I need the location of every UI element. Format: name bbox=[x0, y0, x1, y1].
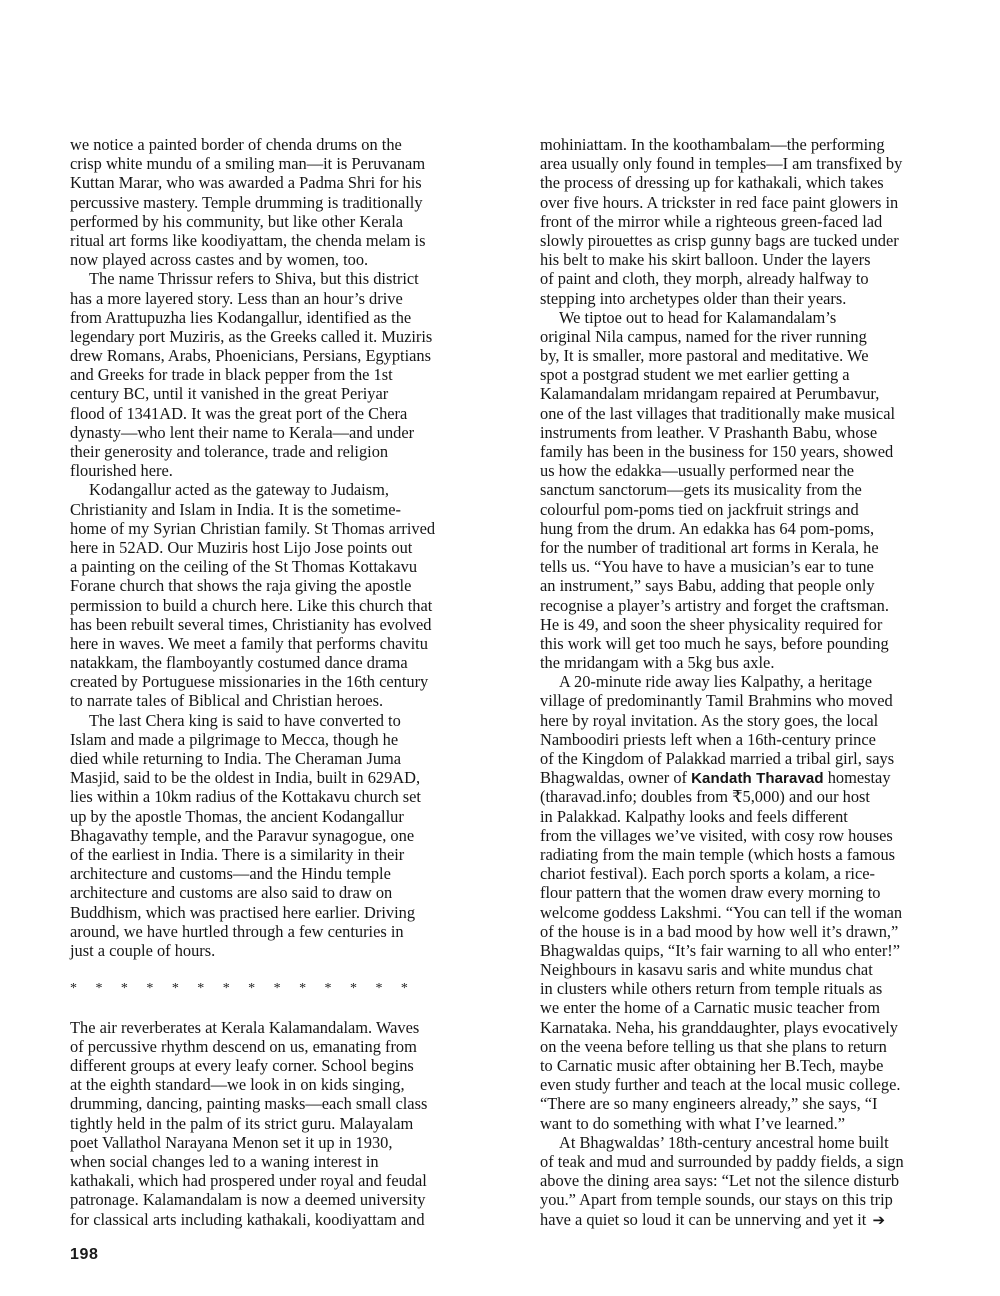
asterisk-glyph: * bbox=[120, 981, 128, 997]
text-line: an instrument,” says Babu, adding that people only bbox=[540, 576, 875, 596]
right-column bbox=[540, 135, 940, 1229]
text-line: original Nila campus, named for the river running bbox=[540, 326, 867, 346]
text-line: up by the apostle Thomas, the ancient Kodangallur bbox=[70, 806, 404, 826]
text-line: (tharavad.info; doubles from ₹5,000) and our host bbox=[540, 787, 870, 807]
text-line bbox=[540, 768, 940, 787]
text-line bbox=[540, 1133, 940, 1152]
page-number: 198 bbox=[70, 1246, 99, 1263]
text-line: just a couple of hours. bbox=[70, 940, 216, 960]
text-segment: Bhagwaldas, owner of bbox=[540, 768, 692, 788]
text-line bbox=[540, 308, 940, 327]
text-line: when social changes led to a waning interest in bbox=[70, 1151, 379, 1171]
text-line: from Arattupuzha lies Kodangallur, identified as the bbox=[70, 307, 412, 327]
text-line bbox=[70, 711, 470, 730]
text-line: of the earliest in India. There is a similarity in their bbox=[70, 844, 405, 864]
text-line: in clusters while others return from temple rituals as bbox=[540, 979, 883, 999]
text-line: Bhagavathy temple, and the Paravur synagogue, one bbox=[70, 825, 415, 845]
text-line: natakkam, the flamboyantly costumed dance drama bbox=[70, 653, 408, 673]
text-line: drumming, dancing, painting masks—each small class bbox=[70, 1094, 428, 1114]
asterisk-glyph: * bbox=[299, 981, 307, 997]
blank-line bbox=[70, 960, 470, 979]
asterisk-glyph: * bbox=[146, 981, 154, 997]
text-line: us how the edakka—usually performed near the bbox=[540, 461, 855, 481]
text-line: Neighbours in kasavu saris and white mundus chat bbox=[540, 960, 873, 980]
section-separator bbox=[70, 979, 408, 998]
text-line: Christianity and Islam in India. It is the sometime- bbox=[70, 499, 401, 519]
text-line: colourful pom-poms tied on jackfruit strings and bbox=[540, 499, 859, 519]
text-line: Namboodiri priests left when a 16th-century prince bbox=[540, 729, 876, 749]
text-segment: Kodangallur acted as the gateway to Judaism, bbox=[89, 480, 389, 500]
text-line: front of the mirror while a righteous green-faced lad bbox=[540, 211, 883, 231]
text-segment: The last Chera king is said to have converted to bbox=[89, 710, 401, 730]
text-line: radiating from the main temple (which hosts a famous bbox=[540, 844, 896, 864]
text-line: Karnataka. Neha, his granddaughter, plays evocatively bbox=[540, 1017, 898, 1037]
text-line: died while returning to India. The Cheraman Juma bbox=[70, 749, 402, 768]
text-line: The air reverberates at Kerala Kalamandalam. Waves bbox=[70, 1017, 420, 1037]
text-line: permission to build a church here. Like this church that bbox=[70, 595, 433, 615]
continuation-arrow-icon: ➔ bbox=[872, 1210, 886, 1229]
text-line: and Greeks for trade in black pepper from the 1st bbox=[70, 365, 393, 385]
text-line: instruments from leather. V Prashanth Babu, whose bbox=[540, 422, 878, 442]
text-line: stepping into archetypes older than their years. bbox=[540, 288, 847, 308]
text-line: to Carnatic music after obtaining her B.Tech, maybe bbox=[540, 1056, 884, 1075]
text-line: performed by his community, but like other Kerala bbox=[70, 211, 404, 231]
text-line: slowly pirouettes as crisp gunny bags are tucked under bbox=[540, 230, 899, 250]
text-line: flood of 1341AD. It was the great port of the Chera bbox=[70, 403, 408, 423]
text-line: different groups at every leafy corner. School begins bbox=[70, 1056, 414, 1075]
text-line: of the house is in a bad mood by how well it’s drawn,” bbox=[540, 921, 899, 941]
text-line: created by Portuguese missionaries in the 16th century bbox=[70, 672, 429, 692]
asterisk-glyph: * bbox=[171, 981, 179, 997]
text-line: poet Vallathol Narayana Menon set it up in 1930, bbox=[70, 1132, 393, 1152]
asterisk-glyph: * bbox=[349, 981, 357, 997]
text-line: flour pattern that the women draw every morning to bbox=[540, 883, 881, 903]
text-line: Masjid, said to be the oldest in India, built in 629AD, bbox=[70, 768, 421, 788]
text-line: welcome goddess Lakshmi. “You can tell if the woman bbox=[540, 902, 903, 922]
text-line bbox=[70, 480, 470, 499]
text-line: architecture and customs are also said to draw on bbox=[70, 883, 393, 903]
text-line: crisp white mundu of a smiling man—it is Peruvanam bbox=[70, 154, 426, 174]
text-line: chariot festival). Each porch sports a kolam, a rice- bbox=[540, 864, 875, 884]
text-line: recognise a player’s artistry and forget the craftsman. bbox=[540, 595, 889, 615]
text-line: Islam and made a pilgrimage to Mecca, though he bbox=[70, 729, 399, 749]
text-line: here in 52AD. Our Muziris host Lijo Jose points out bbox=[70, 537, 413, 557]
text-line: for the number of traditional art forms in Kerala, he bbox=[540, 537, 879, 557]
text-line: of the Kingdom of Palakkad married a tribal girl, says bbox=[540, 749, 895, 768]
text-line: even study further and teach at the local music college. bbox=[540, 1075, 901, 1095]
text-segment: homestay bbox=[823, 768, 891, 788]
text-line: in Palakkad. Kalpathy looks and feels different bbox=[540, 806, 848, 826]
text-line: architecture and customs—and the Hindu temple bbox=[70, 864, 391, 884]
text-line: we enter the home of a Carnatic music teacher from bbox=[540, 998, 880, 1018]
text-line: has a more layered story. Less than an hour’s drive bbox=[70, 288, 403, 308]
text-line: his belt to make his skirt balloon. Under the layers bbox=[540, 250, 871, 270]
text-line: Buddhism, which was practised here earlier. Driving bbox=[70, 902, 416, 922]
asterisk-glyph: * bbox=[70, 981, 77, 997]
text-line: tells us. “You have to have a musician’s ear to tune bbox=[540, 557, 874, 577]
text-line: over five hours. A trickster in red face paint glowers in bbox=[540, 192, 899, 212]
text-line: this work will get too much he says, before pounding bbox=[540, 633, 889, 653]
text-line bbox=[70, 269, 470, 288]
text-line: here by royal invitation. As the story goes, the local bbox=[540, 710, 879, 730]
text-line: we notice a painted border of chenda drums on the bbox=[70, 135, 402, 154]
text-line: sanctum sanctorum—gets its musicality from the bbox=[540, 480, 862, 500]
text-line: tightly held in the palm of its strict guru. Malayalam bbox=[70, 1113, 414, 1133]
text-segment: The name Thrissur refers to Shiva, but this district bbox=[89, 269, 419, 289]
text-line: here in waves. We meet a family that performs chavitu bbox=[70, 633, 428, 653]
text-line: patronage. Kalamandalam is now a deemed university bbox=[70, 1190, 426, 1210]
text-line: kathakali, which had prospered under royal and feudal bbox=[70, 1171, 427, 1191]
text-line: around, we have hurtled through a few centuries in bbox=[70, 921, 404, 941]
text-line: percussive mastery. Temple drumming is traditionally bbox=[70, 192, 423, 212]
text-line bbox=[540, 672, 940, 691]
text-line: from the villages we’ve visited, with cosy row houses bbox=[540, 825, 893, 845]
text-segment: have a quiet so loud it can be unnerving and yet it bbox=[540, 1209, 871, 1229]
text-line: family has been in the business for 150 years, showed bbox=[540, 442, 894, 461]
text-line: “There are so many engineers already,” she says, “I bbox=[540, 1094, 878, 1114]
text-segment: A 20-minute ride away lies Kalpathy, a heritage bbox=[559, 672, 872, 692]
asterisk-glyph: * bbox=[95, 981, 103, 997]
text-line: century BC, until it vanished in the great Periyar bbox=[70, 384, 389, 404]
text-line: lies within a 10km radius of the Kottakavu church set bbox=[70, 787, 421, 807]
text-line: hung from the drum. An edakka has 64 pom-poms, bbox=[540, 518, 875, 538]
text-line: for classical arts including kathakali, koodiyattam and bbox=[70, 1209, 425, 1229]
blank-line bbox=[70, 998, 470, 1017]
text-line: above the dining area says: “Let not the silence disturb bbox=[540, 1171, 900, 1191]
text-line: ritual art forms like koodiyattam, the chenda melam is bbox=[70, 230, 426, 250]
text-line: legendary port Muziris, as the Greeks called it. Muziris bbox=[70, 326, 433, 346]
text-line: want to do something with what I’ve learned.” bbox=[540, 1113, 845, 1133]
text-line: of teak and mud and surrounded by paddy fields, a sign bbox=[540, 1151, 904, 1171]
text-line: now played across castes and by women, too. bbox=[70, 250, 369, 270]
text-line: of percussive rhythm descend on us, emanating from bbox=[70, 1036, 417, 1056]
homestay-name-bold: Kandath Tharavad bbox=[691, 770, 824, 788]
text-line: their generosity and tolerance, trade and religion bbox=[70, 442, 389, 461]
text-line: the mridangam with a 5kg bus axle. bbox=[540, 653, 775, 673]
text-line: a painting on the ceiling of the St Thomas Kottakavu bbox=[70, 557, 418, 577]
asterisk-glyph: * bbox=[248, 981, 256, 997]
asterisk-glyph: * bbox=[197, 981, 205, 997]
asterisk-glyph: * bbox=[222, 981, 230, 997]
asterisk-glyph: * bbox=[400, 981, 408, 997]
text-line: He is 49, and soon the sheer physicality required for bbox=[540, 614, 883, 634]
text-line: Forane church that shows the raja giving the apostle bbox=[70, 576, 412, 596]
asterisk-glyph: * bbox=[375, 981, 383, 997]
text-line: spot a postgrad student we met earlier getting a bbox=[540, 365, 850, 385]
text-line: mohiniattam. In the koothambalam—the performing bbox=[540, 135, 885, 154]
text-line: one of the last villages that traditionally make musical bbox=[540, 403, 896, 423]
text-line: Bhagwaldas quips, “It’s fair warning to all who enter!” bbox=[540, 940, 901, 960]
text-line: you.” Apart from temple sounds, our stays on this trip bbox=[540, 1190, 893, 1210]
text-line: of paint and cloth, they morph, already halfway to bbox=[540, 269, 869, 289]
text-segment: At Bhagwaldas’ 18th-century ancestral home built bbox=[559, 1132, 889, 1152]
text-line: the process of dressing up for kathakali, which takes bbox=[540, 173, 884, 193]
asterisk-glyph: * bbox=[273, 981, 281, 997]
text-line: Kuttan Marar, who was awarded a Padma Shri for his bbox=[70, 173, 422, 193]
text-line: village of predominantly Tamil Brahmins who moved bbox=[540, 691, 893, 711]
text-line: drew Romans, Arabs, Phoenicians, Persians, Egyptians bbox=[70, 346, 432, 366]
text-line: dynasty—who lent their name to Kerala—and under bbox=[70, 422, 415, 442]
text-line: by, It is smaller, more pastoral and meditative. We bbox=[540, 346, 869, 366]
text-line: home of my Syrian Christian family. St Thomas arrived bbox=[70, 518, 436, 538]
text-line: area usually only found in temples—I am transfixed by bbox=[540, 154, 903, 174]
text-segment: We tiptoe out to head for Kalamandalam’s bbox=[559, 307, 837, 327]
text-line bbox=[540, 1210, 940, 1229]
left-column bbox=[70, 135, 470, 1229]
text-line: Kalamandalam mridangam repaired at Perumbavur, bbox=[540, 384, 880, 404]
text-line: flourished here. bbox=[70, 461, 173, 481]
asterisk-glyph: * bbox=[324, 981, 332, 997]
text-line: to narrate tales of Biblical and Christian heroes. bbox=[70, 691, 384, 711]
text-line: has been rebuilt several times, Christianity has evolved bbox=[70, 614, 432, 634]
text-line: at the eighth standard—we look in on kids singing, bbox=[70, 1075, 405, 1095]
text-line: on the veena before telling us that she plans to return bbox=[540, 1036, 887, 1056]
